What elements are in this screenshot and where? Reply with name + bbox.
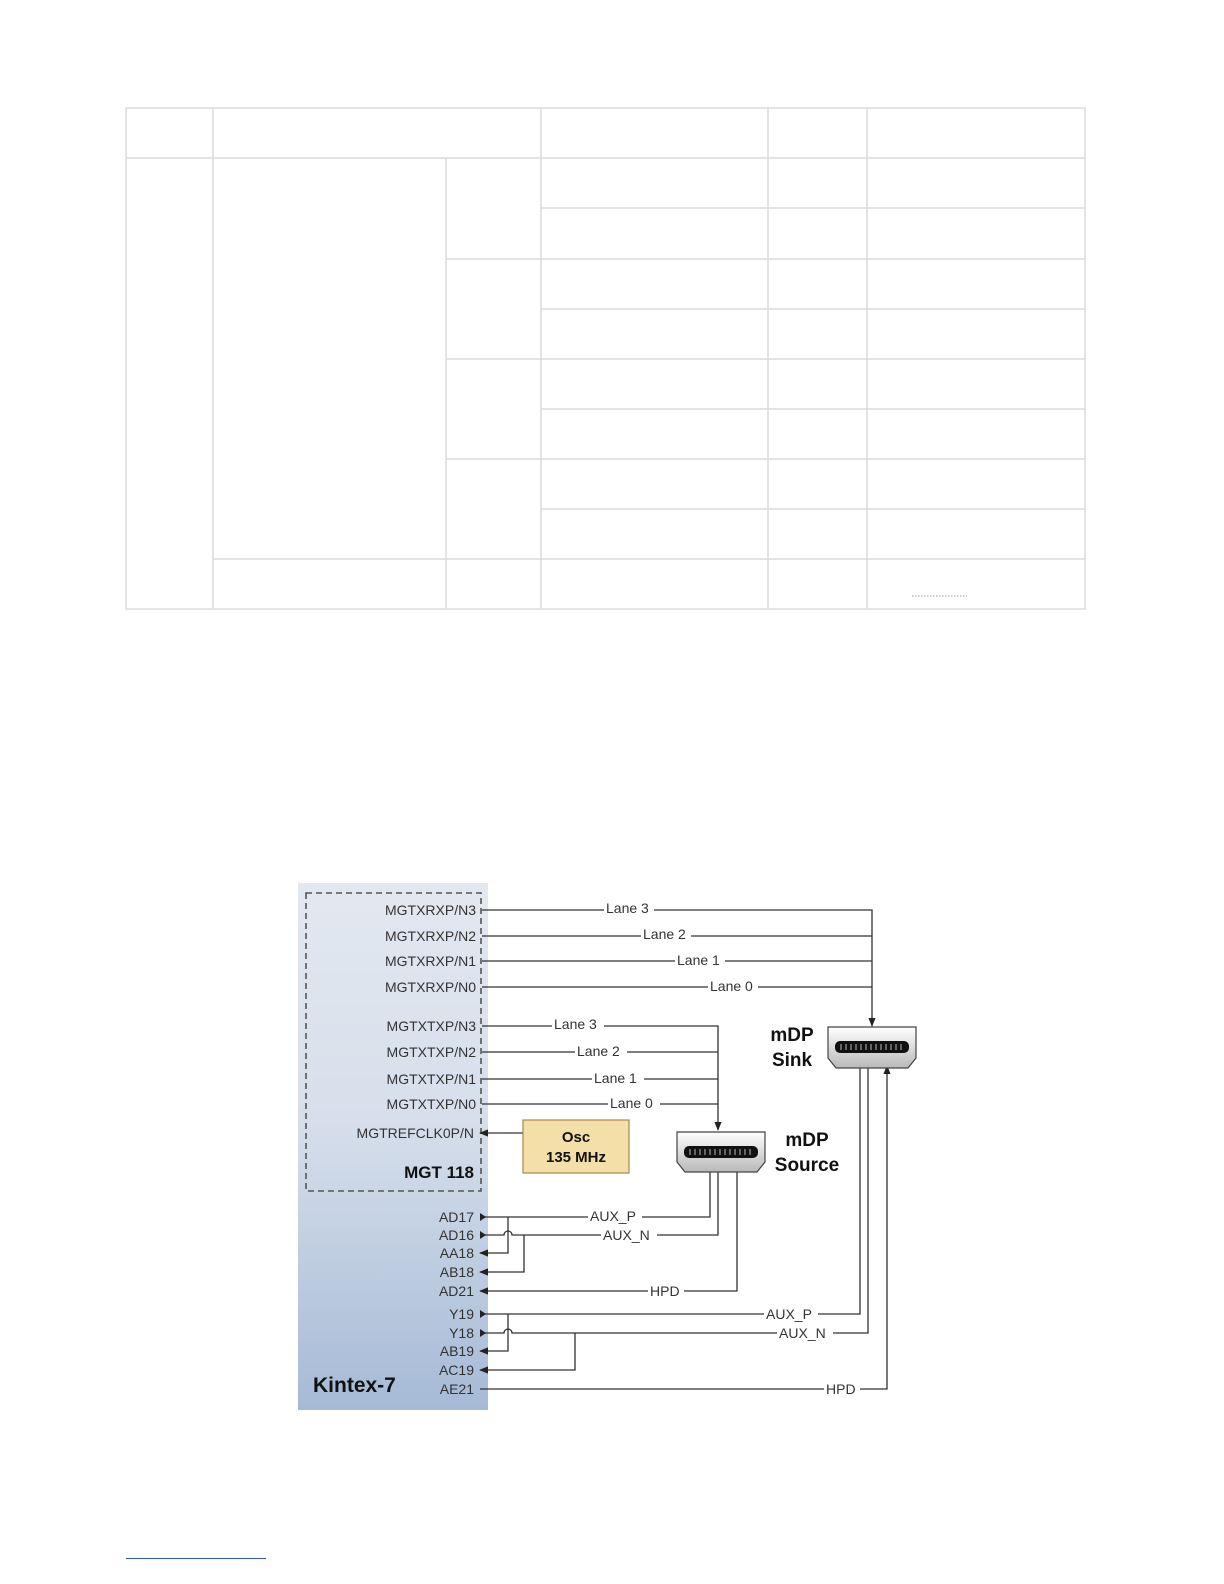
rx-lane-3-label: Lane 3 [606, 900, 649, 916]
snk-aux-n-label: AUX_N [779, 1325, 826, 1341]
snk-hpd-wire [480, 1066, 887, 1389]
src-pin-ab18: AB18 [439, 1264, 474, 1280]
src-pin-ad21: AD21 [438, 1283, 474, 1299]
snk-pin-ae21: AE21 [439, 1381, 474, 1397]
rx-lane-0-label: Lane 0 [710, 978, 753, 994]
osc-frequency: 135 MHz [545, 1149, 607, 1166]
sink-label-line2: Sink [771, 1050, 813, 1071]
sink-label-line1: mDP [770, 1025, 814, 1046]
snk-pin-ac19: AC19 [438, 1362, 474, 1378]
mgt-label: MGT 118 [404, 1163, 474, 1182]
rx-pin-3: MGTXRXP/N3 [384, 902, 476, 918]
fpga-label: Kintex-7 [313, 1374, 396, 1397]
refclk-pin: MGTREFCLK0P/N [356, 1125, 474, 1141]
osc-label: Osc [561, 1129, 591, 1146]
tx-pin-3: MGTXTXP/N3 [386, 1018, 476, 1034]
src-aux-p-label: AUX_P [590, 1208, 636, 1224]
source-label-line2: Source [774, 1155, 840, 1176]
source-label-line1: mDP [785, 1130, 829, 1151]
snk-pin-y18: Y18 [449, 1325, 474, 1341]
rx-pin-2: MGTXRXP/N2 [384, 928, 476, 944]
tx-pin-2: MGTXTXP/N2 [386, 1044, 476, 1060]
snk-pin-y19: Y19 [449, 1306, 474, 1322]
snk-pin-ab19: AB19 [439, 1343, 474, 1359]
rx-pin-0: MGTXRXP/N0 [384, 979, 476, 995]
tx-lane-1-label: Lane 1 [594, 1070, 637, 1086]
src-aux-n-wire [480, 1172, 718, 1235]
rx-pin-1: MGTXRXP/N1 [384, 953, 476, 969]
rx-lane-1-label: Lane 1 [677, 952, 720, 968]
tx-lane-2-label: Lane 2 [577, 1043, 620, 1059]
src-pin-ad17: AD17 [438, 1209, 474, 1225]
src-pin-aa18: AA18 [439, 1245, 474, 1261]
tx-pin-0: MGTXTXP/N0 [386, 1096, 476, 1112]
mdp-source-connector [677, 1132, 765, 1172]
footnote-separator [126, 1558, 266, 1559]
tx-pin-1: MGTXTXP/N1 [386, 1071, 476, 1087]
src-aux-n-label: AUX_N [603, 1227, 650, 1243]
tx-lane-3-label: Lane 3 [554, 1016, 597, 1032]
src-pin-ad16: AD16 [438, 1227, 474, 1243]
snk-hpd-label: HPD [826, 1381, 856, 1397]
snk-aux-p-wire [480, 1068, 860, 1314]
mdp-sink-connector [828, 1027, 916, 1068]
rx-lane-2-label: Lane 2 [643, 926, 686, 942]
src-hpd-label: HPD [650, 1283, 680, 1299]
tx-lane-0-label: Lane 0 [610, 1095, 653, 1111]
snk-aux-p-label: AUX_P [766, 1306, 812, 1322]
